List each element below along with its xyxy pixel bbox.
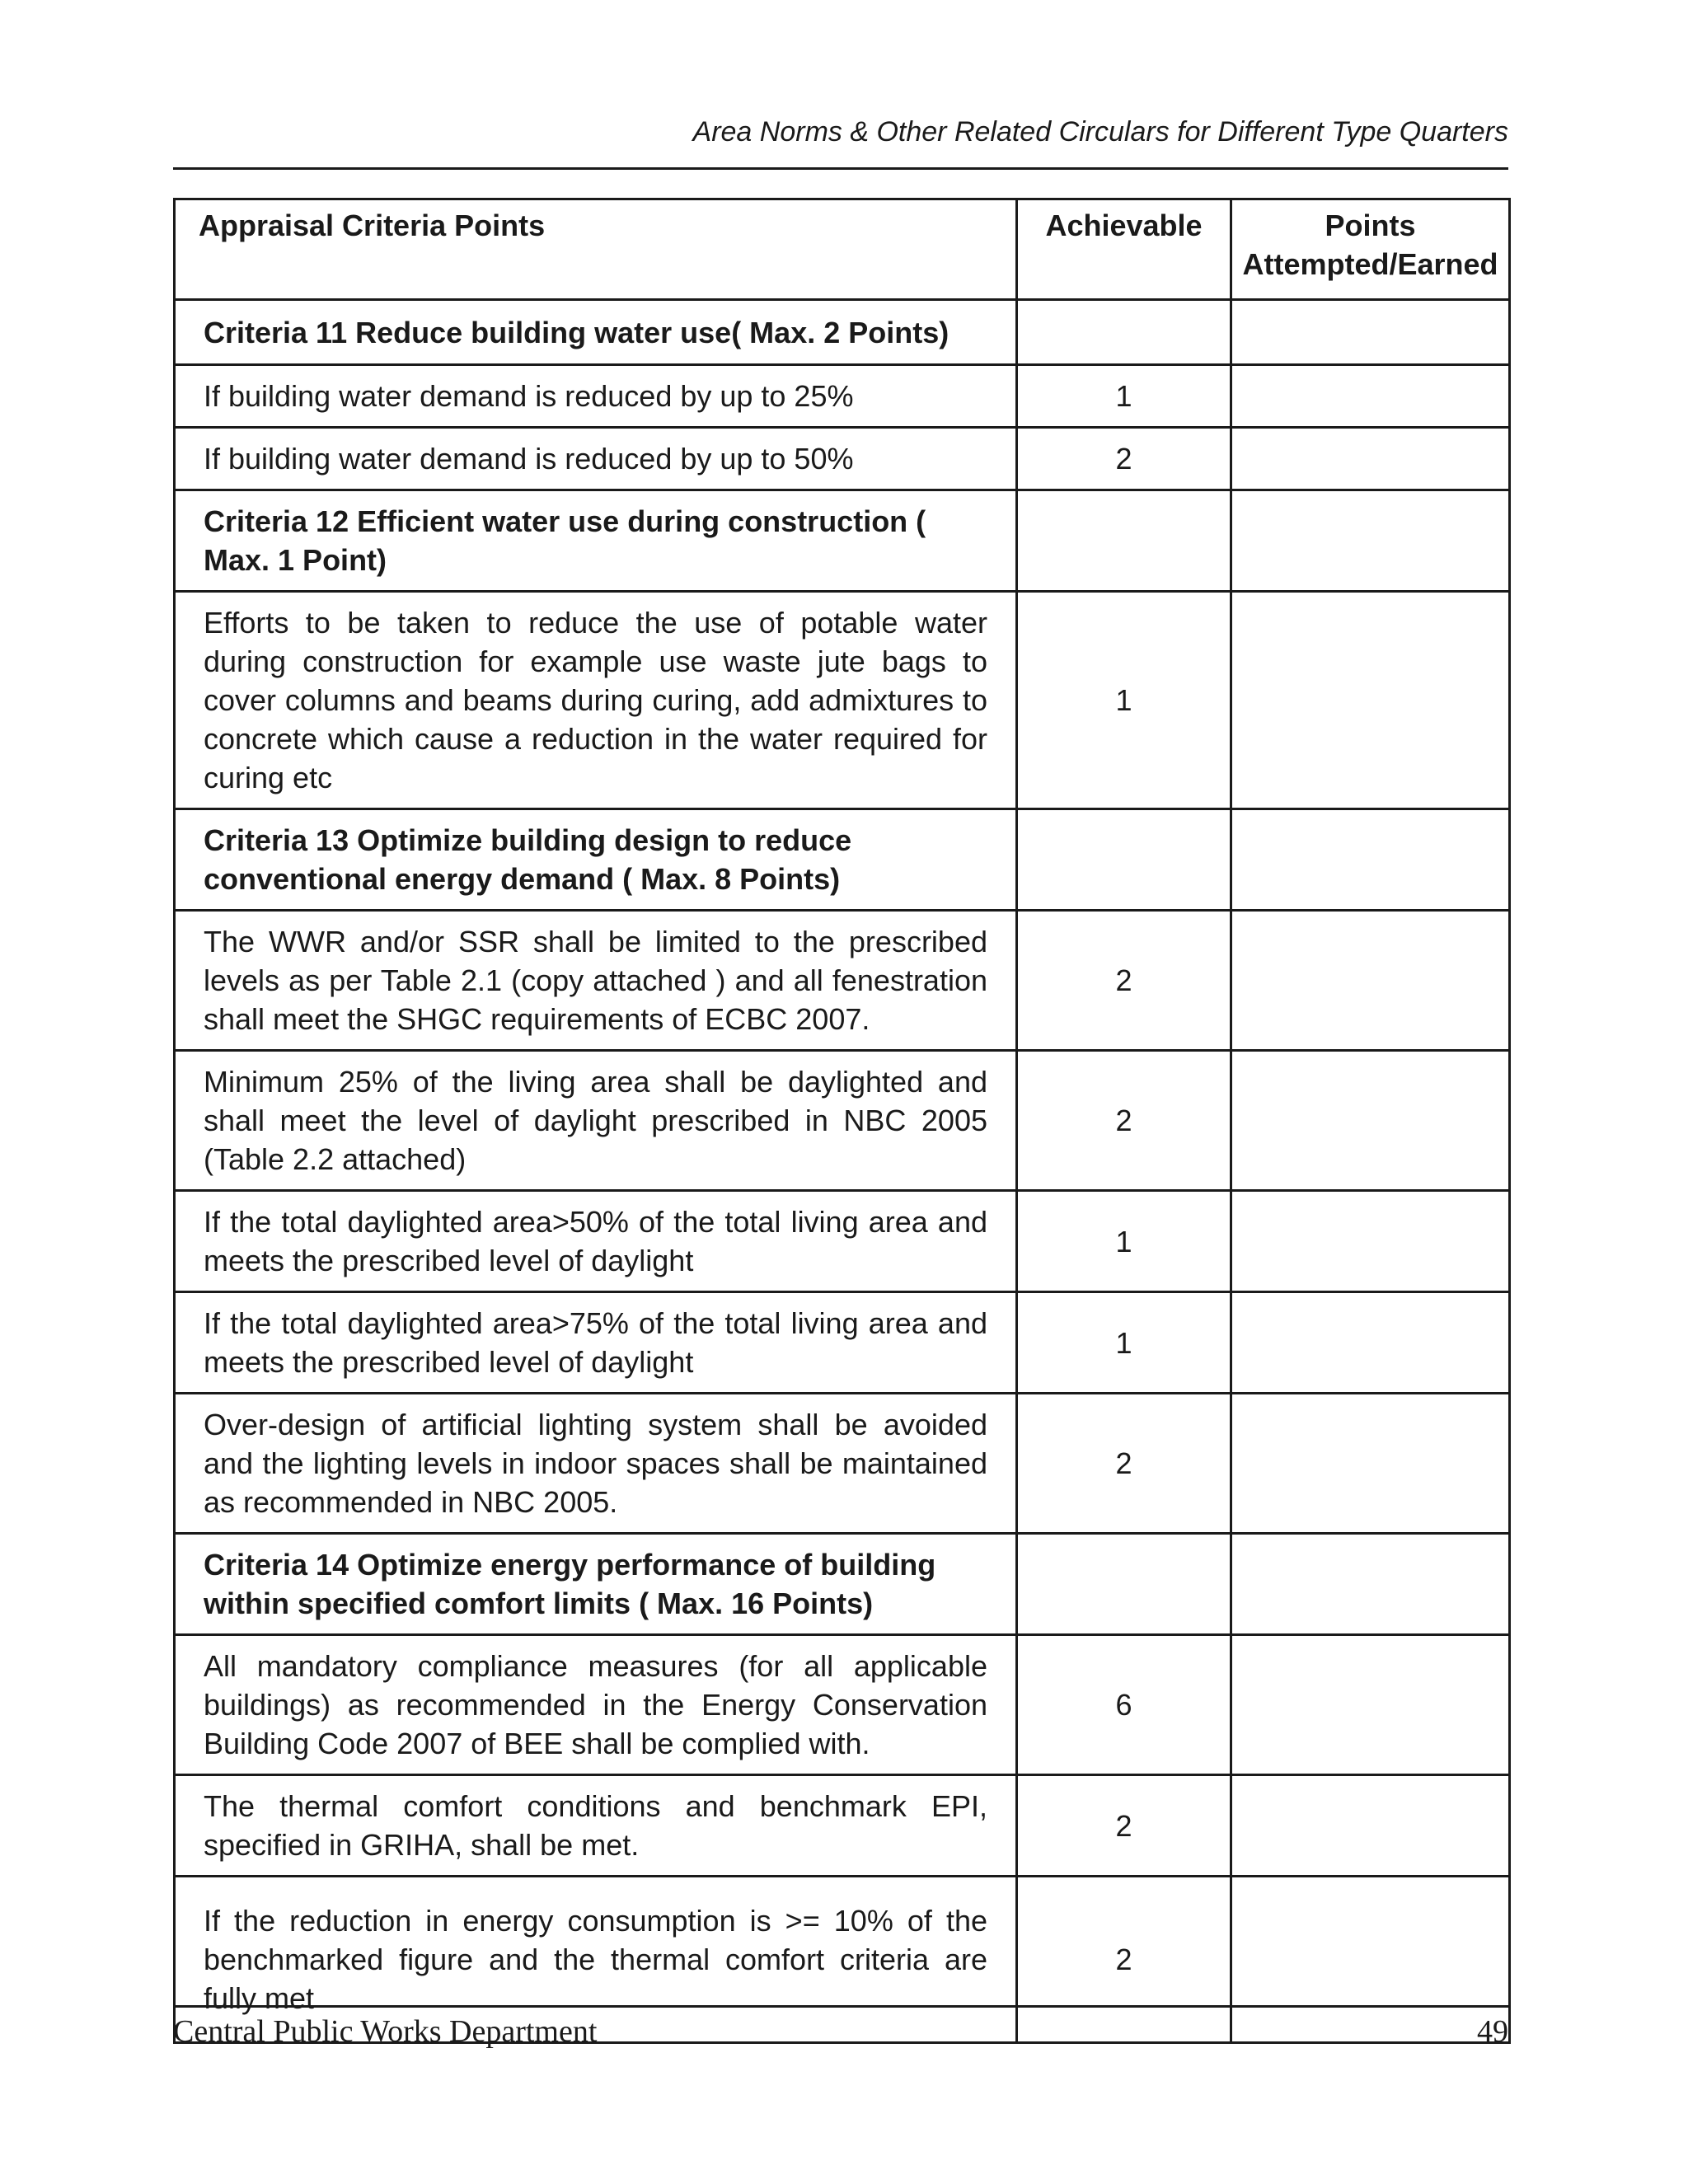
achievable-points: 2	[1017, 1051, 1231, 1191]
points-earned-cell	[1231, 1051, 1510, 1191]
achievable-points: 2	[1017, 1394, 1231, 1534]
criteria-description: If building water demand is reduced by up to 25%	[175, 365, 1017, 428]
criteria-title: Criteria 12 Efficient water use during construction ( Max. 1 Point)	[175, 490, 1017, 592]
points-earned-cell	[1231, 300, 1510, 365]
achievable-points: 1	[1017, 592, 1231, 809]
page-number: 49	[1477, 2014, 1508, 2049]
criteria-title: Criteria 11 Reduce building water use( Max. 2 Points)	[175, 300, 1017, 365]
criteria-row	[175, 809, 1510, 911]
points-earned-cell	[1231, 911, 1510, 1051]
achievable-points	[1017, 809, 1231, 911]
criteria-description: The WWR and/or SSR shall be limited to the prescribed levels as per Table 2.1 (copy attached ) and all fenestration shall meet the SHGC requirements of ECBC 2007.	[175, 911, 1017, 1051]
criteria-description: Efforts to be taken to reduce the use of potable water during construction for example use waste jute bags to cover columns and beams during curing, add admixtures to concrete which cause a reduction in the water required for curing etc	[175, 592, 1017, 809]
criteria-row	[175, 490, 1510, 592]
achievable-points: 2	[1017, 1877, 1231, 2043]
column-header-points: Points Attempted/Earned	[1231, 199, 1510, 300]
achievable-points: 2	[1017, 911, 1231, 1051]
points-earned-cell	[1231, 1394, 1510, 1534]
header-rule	[173, 167, 1508, 170]
appraisal-criteria-table	[173, 198, 1511, 2044]
running-header: Area Norms & Other Related Circulars for Different Type Quarters	[692, 116, 1508, 148]
criteria-description: If building water demand is reduced by up to 50%	[175, 428, 1017, 490]
table-row	[175, 428, 1510, 490]
achievable-points: 2	[1017, 428, 1231, 490]
points-earned-cell	[1231, 428, 1510, 490]
footer-rule	[173, 2005, 1508, 2008]
table-row	[175, 592, 1510, 809]
criteria-title: Criteria 13 Optimize building design to reduce conventional energy demand ( Max. 8 Points)	[175, 809, 1017, 911]
criteria-description: If the total daylighted area>75% of the total living area and meets the prescribed level of daylight	[175, 1292, 1017, 1394]
achievable-points	[1017, 1534, 1231, 1635]
table-row	[175, 1394, 1510, 1534]
points-earned-cell	[1231, 1292, 1510, 1394]
achievable-points	[1017, 300, 1231, 365]
achievable-points: 1	[1017, 1191, 1231, 1292]
points-earned-cell	[1231, 1534, 1510, 1635]
achievable-points: 1	[1017, 365, 1231, 428]
points-earned-cell	[1231, 490, 1510, 592]
criteria-description: The thermal comfort conditions and benchmark EPI, specified in GRIHA, shall be met.	[175, 1775, 1017, 1877]
table-row	[175, 365, 1510, 428]
points-earned-cell	[1231, 1635, 1510, 1775]
column-header-criteria: Appraisal Criteria Points	[175, 199, 1017, 300]
achievable-points	[1017, 490, 1231, 592]
criteria-description: All mandatory compliance measures (for all applicable buildings) as recommended in the Energy Conservation Building Code 2007 of BEE shall be complied with.	[175, 1635, 1017, 1775]
criteria-description: If the reduction in energy consumption is >= 10% of the benchmarked figure and the thermal comfort criteria are fully met	[175, 1877, 1017, 2043]
achievable-points: 6	[1017, 1635, 1231, 1775]
column-header-achievable: Achievable	[1017, 199, 1231, 300]
table-header-row	[175, 199, 1510, 300]
achievable-points: 1	[1017, 1292, 1231, 1394]
achievable-points: 2	[1017, 1775, 1231, 1877]
criteria-title: Criteria 14 Optimize energy performance of building within specified comfort limits ( Max. 16 Points)	[175, 1534, 1017, 1635]
criteria-row	[175, 1534, 1510, 1635]
table-row	[175, 1292, 1510, 1394]
table-row	[175, 1191, 1510, 1292]
points-earned-cell	[1231, 592, 1510, 809]
table-row	[175, 1635, 1510, 1775]
criteria-description: Minimum 25% of the living area shall be daylighted and shall meet the level of daylight prescribed in NBC 2005 (Table 2.2 attached)	[175, 1051, 1017, 1191]
table-row	[175, 1051, 1510, 1191]
criteria-description: If the total daylighted area>50% of the total living area and meets the prescribed level of daylight	[175, 1191, 1017, 1292]
table-row	[175, 1775, 1510, 1877]
points-earned-cell	[1231, 1775, 1510, 1877]
criteria-description: Over-design of artificial lighting system shall be avoided and the lighting levels in indoor spaces shall be maintained as recommended in NBC 2005.	[175, 1394, 1017, 1534]
points-earned-cell	[1231, 365, 1510, 428]
points-earned-cell	[1231, 1191, 1510, 1292]
points-earned-cell	[1231, 1877, 1510, 2043]
criteria-row	[175, 300, 1510, 365]
footer-department: Central Public Works Department	[173, 2014, 598, 2049]
points-earned-cell	[1231, 809, 1510, 911]
table-row	[175, 911, 1510, 1051]
